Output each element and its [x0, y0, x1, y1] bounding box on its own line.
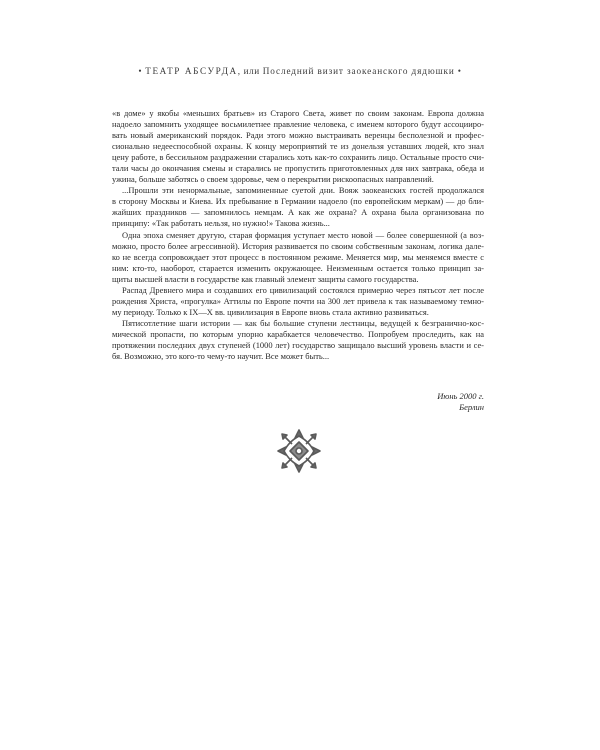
text-line: принципу: «Так работать нельзя, но нужно!» Такова жизнь... — [112, 218, 330, 229]
running-header — [0, 66, 600, 76]
text-line: тали часы до окончания смены и старались не пропустить приготовленных для них завтрака, обеда и — [112, 163, 484, 174]
signature-date: Июнь 2000 г. — [437, 391, 484, 401]
body-text — [112, 108, 484, 362]
text-line: му периоду. Только к IX—X вв. цивилизация в Европе вновь стала активно развиваться. — [112, 306, 429, 317]
text-line: мической пропасти, по которым упорно карабкается человечество. Попробуем проследить, как на — [112, 328, 484, 339]
text-line: надоело запомнить уходящее восьмилетнее правление человека, с именем которого будут ассоцииро- — [112, 119, 484, 130]
header-separator: , или — [237, 66, 263, 76]
text-line: ...Прошли эти ненормальные, запоминенные суетой дни. Вояж заокеанских гостей продолжался — [122, 185, 484, 196]
text-line: бя. Возможно, это кого-то чему-то научит. Все может быть... — [112, 351, 330, 362]
decorative-ornament-icon — [276, 428, 322, 474]
text-line: ко не всегда сопровождает этот процесс в постоянном режиме. Меняется мир, мы меняемся вместе с — [112, 251, 484, 262]
text-line: цену работе, в бессильном раздражении старались хоть как-то сохранить лицо. Остальные просто счи- — [112, 152, 484, 163]
text-line: ужина, больше заботясь о своем здоровье, чем о перекрытии рискоопасных направлений. — [112, 174, 434, 185]
text-line: можно, просто более агрессивной). История развивается по своим собственным законам, логика дале- — [112, 240, 484, 251]
text-line: ним: кто-то, наоборот, старается изменить окружающее. Неизменным остается только принцип за- — [112, 262, 484, 273]
header-subtitle: Последний визит заокеанского дядюшки — [262, 66, 455, 76]
text-line: вать новый американский порядок. Ради этого можно выстраивать веренцы бесполезной и профес- — [112, 130, 484, 141]
signature-block — [437, 391, 484, 413]
header-bullet-right: • — [457, 66, 462, 76]
text-line: рождения Христа, «прогулка» Аттилы по Европе почти на 300 лет привела к так называемому темно- — [112, 295, 484, 306]
text-line: Распад Древнего мира и создавших его цивилизаций состоялся примерно через пятьсот лет после — [122, 284, 484, 295]
text-line: щиты высшей власти в государстве как главный элемент защиты самого государства. — [112, 273, 419, 284]
header-bullet-left: • — [138, 66, 143, 76]
text-line: «в доме» у якобы «меньших братьев» из Старого Света, живет по своим законам. Европа должна — [112, 108, 484, 118]
text-line: сионально недееспособной охраны. К концу мероприятий те из донельзя уставших людей, кто знал — [112, 141, 484, 152]
signature-place: Берлин — [459, 402, 484, 412]
text-line: в сторону Москвы и Киева. Их пребывание в Германии надоело (по европейским меркам) — до бли- — [112, 196, 484, 207]
text-line: жайших праздников — запомнилось немцам. А как же охрана? А охрана была организована по — [112, 207, 484, 218]
text-line: протяжении последних двух ступеней (1000 лет) государство защищало высший уровень власти и се- — [112, 339, 484, 350]
text-line: Одна эпоха сменяет другую, старая формация уступает место новой — более совершенной (а воз- — [122, 229, 484, 240]
text-line: Пятисотлетние шаги истории — как бы большие ступени лестницы, ведущей к безгранично-кос- — [122, 317, 484, 328]
header-title: ТЕАТР АБСУРДА — [145, 66, 238, 76]
